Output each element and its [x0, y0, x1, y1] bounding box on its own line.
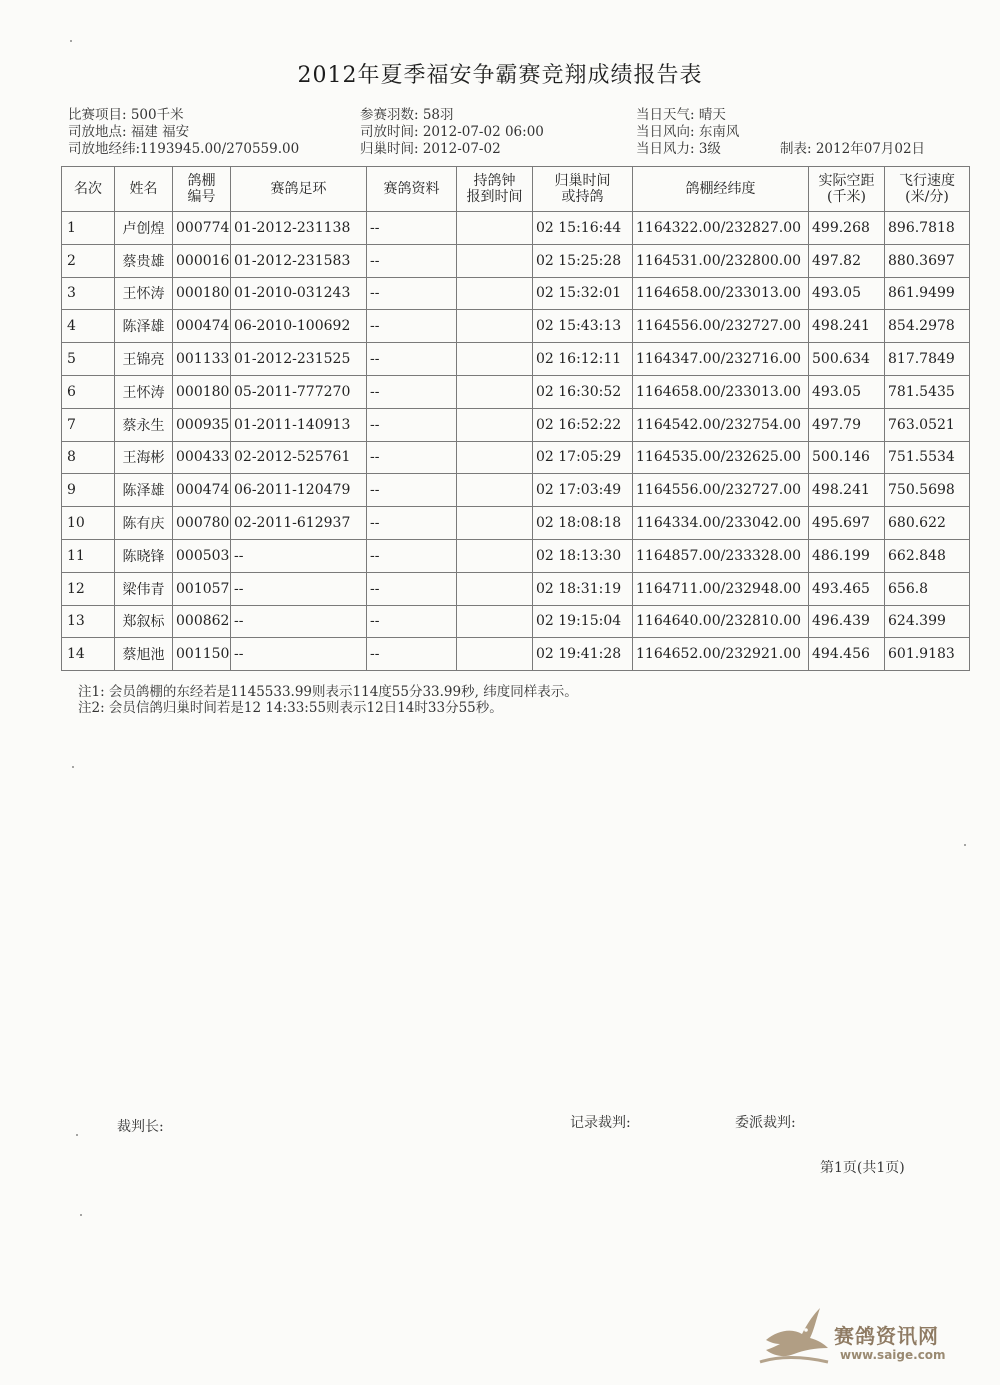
- cell-arrival-time: 02 16:30:52: [533, 375, 633, 408]
- cell-name: 卢创煌: [115, 212, 173, 245]
- cell-loft-id: 000935: [173, 408, 231, 441]
- cell-rank: 11: [62, 539, 115, 572]
- cell-clock-time: [457, 343, 533, 376]
- meta-right: [636, 107, 739, 158]
- cell-ring-number: --: [231, 638, 367, 671]
- cell-arrival-time: 02 18:13:30: [533, 539, 633, 572]
- cell-ring-number: --: [231, 539, 367, 572]
- cell-name: 陈泽雄: [115, 310, 173, 343]
- cell-loft-coordinates: 1164556.00/232727.00: [633, 474, 809, 507]
- cell-loft-coordinates: 1164658.00/233013.00: [633, 277, 809, 310]
- column-header: 实际空距 (千米): [809, 167, 885, 212]
- cell-loft-coordinates: 1164322.00/232827.00: [633, 212, 809, 245]
- table-body: [62, 212, 970, 671]
- cell-distance: 499.268: [809, 212, 885, 245]
- cell-distance: 494.456: [809, 638, 885, 671]
- column-header: 鸽棚经纬度: [633, 167, 809, 212]
- cell-bird-info: --: [367, 474, 457, 507]
- cell-clock-time: [457, 605, 533, 638]
- report-title: 2012年夏季福安争霸赛竞翔成绩报告表: [297, 63, 703, 88]
- table-row: [62, 572, 970, 605]
- cell-arrival-time: 02 16:52:22: [533, 408, 633, 441]
- weather: 当日天气: 晴天: [636, 107, 726, 123]
- column-header: 姓名: [115, 167, 173, 212]
- cell-loft-coordinates: 1164531.00/232800.00: [633, 244, 809, 277]
- cell-arrival-time: 02 18:31:19: [533, 572, 633, 605]
- cell-speed: 817.7849: [885, 343, 970, 376]
- cell-clock-time: [457, 638, 533, 671]
- event-distance: 比赛项目: 500千米: [68, 107, 184, 123]
- table-row: [62, 638, 970, 671]
- cell-arrival-time: 02 15:16:44: [533, 212, 633, 245]
- cell-loft-id: 000780: [173, 507, 231, 540]
- cell-ring-number: --: [231, 572, 367, 605]
- cell-bird-info: --: [367, 277, 457, 310]
- cell-bird-info: --: [367, 572, 457, 605]
- cell-clock-time: [457, 310, 533, 343]
- cell-ring-number: 06-2011-120479: [231, 474, 367, 507]
- cell-clock-time: [457, 507, 533, 540]
- cell-distance: 496.439: [809, 605, 885, 638]
- cell-speed: 854.2978: [885, 310, 970, 343]
- scan-speck: [76, 1134, 78, 1136]
- scan-speck: [964, 844, 966, 846]
- cell-loft-id: 000433: [173, 441, 231, 474]
- cell-loft-id: 000016: [173, 244, 231, 277]
- cell-clock-time: [457, 375, 533, 408]
- cell-clock-time: [457, 474, 533, 507]
- cell-bird-info: --: [367, 507, 457, 540]
- cell-speed: 861.9499: [885, 277, 970, 310]
- column-header: 归巢时间 或持鸽: [533, 167, 633, 212]
- cell-loft-coordinates: 1164334.00/233042.00: [633, 507, 809, 540]
- cell-name: 蔡永生: [115, 408, 173, 441]
- release-place: 司放地点: 福建 福安: [68, 124, 190, 140]
- return-time: 归巢时间: 2012-07-02: [360, 141, 501, 157]
- cell-loft-coordinates: 1164640.00/232810.00: [633, 605, 809, 638]
- cell-loft-id: 000862: [173, 605, 231, 638]
- watermark-name: 赛鸽资讯网: [834, 1324, 939, 1348]
- page-number: 第1页(共1页): [820, 1160, 905, 1176]
- cell-bird-info: --: [367, 212, 457, 245]
- cell-arrival-time: 02 18:08:18: [533, 507, 633, 540]
- cell-clock-time: [457, 277, 533, 310]
- cell-loft-coordinates: 1164711.00/232948.00: [633, 572, 809, 605]
- cell-bird-info: --: [367, 539, 457, 572]
- cell-rank: 10: [62, 507, 115, 540]
- cell-rank: 6: [62, 375, 115, 408]
- cell-speed: 662.848: [885, 539, 970, 572]
- cell-arrival-time: 02 15:25:28: [533, 244, 633, 277]
- results-table: [61, 166, 970, 671]
- cell-distance: 500.146: [809, 441, 885, 474]
- watermark: [758, 1300, 968, 1370]
- cell-bird-info: --: [367, 638, 457, 671]
- cell-distance: 495.697: [809, 507, 885, 540]
- cell-arrival-time: 02 19:15:04: [533, 605, 633, 638]
- table-row: [62, 244, 970, 277]
- cell-clock-time: [457, 244, 533, 277]
- cell-name: 陈泽雄: [115, 474, 173, 507]
- cell-loft-id: 000503: [173, 539, 231, 572]
- cell-speed: 751.5534: [885, 441, 970, 474]
- cell-ring-number: 01-2012-231583: [231, 244, 367, 277]
- release-time: 司放时间: 2012-07-02 06:00: [360, 124, 544, 140]
- column-header: 飞行速度 (米/分): [885, 167, 970, 212]
- cell-rank: 13: [62, 605, 115, 638]
- cell-loft-coordinates: 1164542.00/232754.00: [633, 408, 809, 441]
- scan-speck: [70, 40, 72, 42]
- cell-speed: 781.5435: [885, 375, 970, 408]
- column-header: 名次: [62, 167, 115, 212]
- cell-rank: 14: [62, 638, 115, 671]
- cell-rank: 4: [62, 310, 115, 343]
- assigned-referee-label: 委派裁判:: [735, 1115, 796, 1131]
- cell-loft-coordinates: 1164556.00/232727.00: [633, 310, 809, 343]
- cell-distance: 498.241: [809, 310, 885, 343]
- cell-arrival-time: 02 17:03:49: [533, 474, 633, 507]
- cell-name: 陈晓锋: [115, 539, 173, 572]
- cell-speed: 880.3697: [885, 244, 970, 277]
- scan-speck: [72, 766, 74, 768]
- wind-direction: 当日风向: 东南风: [636, 124, 740, 140]
- cell-rank: 12: [62, 572, 115, 605]
- meta-left: [68, 107, 299, 158]
- notes: [78, 684, 578, 716]
- cell-distance: 486.199: [809, 539, 885, 572]
- cell-loft-id: 001150: [173, 638, 231, 671]
- note-2: 注2: 会员信鸽归巢时间若是12 14:33:55则表示12日14时33分55秒。: [78, 700, 503, 716]
- cell-arrival-time: 02 15:43:13: [533, 310, 633, 343]
- cell-loft-id: 000180: [173, 375, 231, 408]
- cell-bird-info: --: [367, 408, 457, 441]
- entry-count: 参赛羽数: 58羽: [360, 107, 454, 123]
- table-row: [62, 605, 970, 638]
- cell-rank: 1: [62, 212, 115, 245]
- table-row: [62, 277, 970, 310]
- cell-rank: 8: [62, 441, 115, 474]
- cell-loft-id: 000774: [173, 212, 231, 245]
- cell-clock-time: [457, 441, 533, 474]
- cell-distance: 500.634: [809, 343, 885, 376]
- cell-distance: 498.241: [809, 474, 885, 507]
- cell-name: 梁伟青: [115, 572, 173, 605]
- cell-bird-info: --: [367, 441, 457, 474]
- cell-clock-time: [457, 212, 533, 245]
- cell-rank: 9: [62, 474, 115, 507]
- pigeon-logo-icon: [758, 1300, 830, 1370]
- cell-distance: 493.465: [809, 572, 885, 605]
- cell-loft-coordinates: 1164347.00/232716.00: [633, 343, 809, 376]
- cell-name: 王怀涛: [115, 277, 173, 310]
- cell-speed: 750.5698: [885, 474, 970, 507]
- cell-bird-info: --: [367, 605, 457, 638]
- made-on-date: 制表: 2012年07月02日: [780, 141, 926, 157]
- cell-distance: 497.79: [809, 408, 885, 441]
- recording-referee-label: 记录裁判:: [570, 1115, 631, 1131]
- cell-ring-number: 01-2012-231525: [231, 343, 367, 376]
- wind-force: 当日风力: 3级: [636, 141, 721, 157]
- cell-arrival-time: 02 17:05:29: [533, 441, 633, 474]
- cell-speed: 601.9183: [885, 638, 970, 671]
- release-coordinates: 司放地经纬:1193945.00/270559.00: [68, 141, 300, 157]
- scan-speck: [80, 1214, 82, 1216]
- cell-loft-coordinates: 1164535.00/232625.00: [633, 441, 809, 474]
- note-1: 注1: 会员鸽棚的东经若是1145533.99则表示114度55分33.99秒, 纬度同样表示。: [78, 684, 578, 700]
- cell-speed: 896.7818: [885, 212, 970, 245]
- table-header-row: [62, 167, 970, 212]
- cell-bird-info: --: [367, 310, 457, 343]
- cell-ring-number: 05-2011-777270: [231, 375, 367, 408]
- cell-speed: 680.622: [885, 507, 970, 540]
- cell-arrival-time: 02 16:12:11: [533, 343, 633, 376]
- cell-bird-info: --: [367, 375, 457, 408]
- table-row: [62, 507, 970, 540]
- cell-rank: 7: [62, 408, 115, 441]
- column-header: 赛鸽足环: [231, 167, 367, 212]
- cell-ring-number: 06-2010-100692: [231, 310, 367, 343]
- table-row: [62, 343, 970, 376]
- cell-loft-coordinates: 1164857.00/233328.00: [633, 539, 809, 572]
- cell-ring-number: 01-2010-031243: [231, 277, 367, 310]
- cell-speed: 624.399: [885, 605, 970, 638]
- cell-name: 蔡贵雄: [115, 244, 173, 277]
- cell-loft-id: 000474: [173, 474, 231, 507]
- cell-clock-time: [457, 539, 533, 572]
- cell-loft-id: 001133: [173, 343, 231, 376]
- cell-name: 王锦亮: [115, 343, 173, 376]
- cell-bird-info: --: [367, 343, 457, 376]
- cell-clock-time: [457, 408, 533, 441]
- column-header: 持鸽钟 报到时间: [457, 167, 533, 212]
- cell-name: 郑叙标: [115, 605, 173, 638]
- table-row: [62, 441, 970, 474]
- cell-loft-coordinates: 1164658.00/233013.00: [633, 375, 809, 408]
- cell-loft-id: 000474: [173, 310, 231, 343]
- cell-rank: 5: [62, 343, 115, 376]
- table-row: [62, 310, 970, 343]
- meta-middle: [360, 107, 544, 158]
- cell-ring-number: --: [231, 605, 367, 638]
- cell-loft-id: 000180: [173, 277, 231, 310]
- table-row: [62, 375, 970, 408]
- cell-loft-id: 001057: [173, 572, 231, 605]
- cell-clock-time: [457, 572, 533, 605]
- table-row: [62, 408, 970, 441]
- cell-speed: 656.8: [885, 572, 970, 605]
- cell-name: 王怀涛: [115, 375, 173, 408]
- cell-ring-number: 01-2012-231138: [231, 212, 367, 245]
- cell-arrival-time: 02 15:32:01: [533, 277, 633, 310]
- cell-ring-number: 02-2012-525761: [231, 441, 367, 474]
- watermark-url: www.saige.com: [840, 1348, 946, 1362]
- column-header: 鸽棚 编号: [173, 167, 231, 212]
- cell-rank: 3: [62, 277, 115, 310]
- cell-speed: 763.0521: [885, 408, 970, 441]
- cell-ring-number: 01-2011-140913: [231, 408, 367, 441]
- table-row: [62, 212, 970, 245]
- cell-name: 陈有庆: [115, 507, 173, 540]
- cell-arrival-time: 02 19:41:28: [533, 638, 633, 671]
- cell-loft-coordinates: 1164652.00/232921.00: [633, 638, 809, 671]
- cell-rank: 2: [62, 244, 115, 277]
- cell-name: 蔡旭池: [115, 638, 173, 671]
- cell-distance: 493.05: [809, 277, 885, 310]
- table-row: [62, 539, 970, 572]
- cell-distance: 493.05: [809, 375, 885, 408]
- chief-referee-label: 裁判长:: [117, 1119, 164, 1135]
- cell-ring-number: 02-2011-612937: [231, 507, 367, 540]
- cell-name: 王海彬: [115, 441, 173, 474]
- cell-bird-info: --: [367, 244, 457, 277]
- table-row: [62, 474, 970, 507]
- cell-distance: 497.82: [809, 244, 885, 277]
- column-header: 赛鸽资料: [367, 167, 457, 212]
